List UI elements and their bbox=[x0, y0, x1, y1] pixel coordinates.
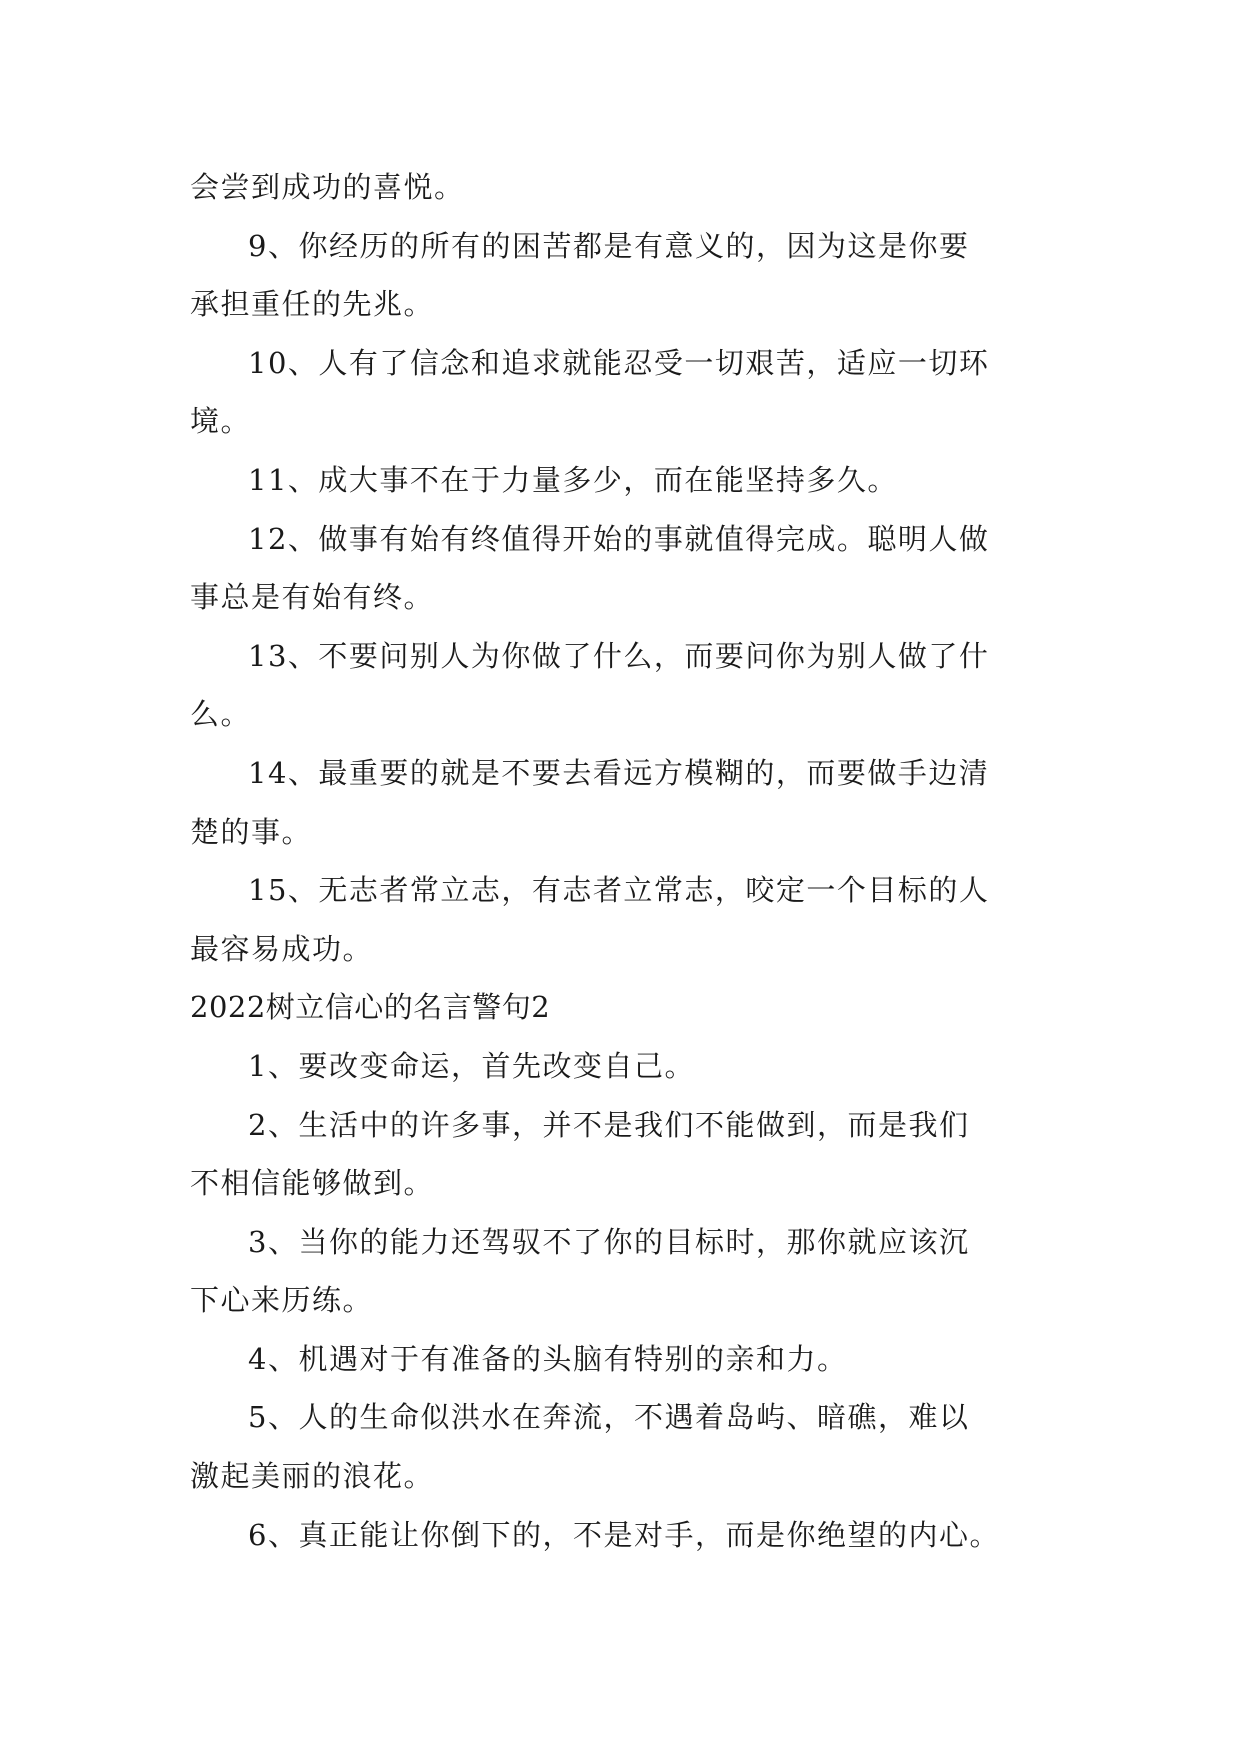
text-line: 激起美丽的浪花。 bbox=[190, 1459, 435, 1494]
quote-item-13: 13、不要问别人为你做了什么，而要问你为别人做了什 bbox=[248, 638, 990, 673]
text-line: 承担重任的先兆。 bbox=[190, 287, 435, 322]
section-heading: 2022树立信心的名言警句2 bbox=[190, 990, 551, 1025]
quote-item-11: 11、成大事不在于力量多少，而在能坚持多久。 bbox=[248, 462, 898, 497]
quote-item-3: 3、当你的能力还驾驭不了你的目标时，那你就应该沉 bbox=[248, 1224, 970, 1259]
quote-item-9: 9、你经历的所有的困苦都是有意义的，因为这是你要 bbox=[248, 228, 970, 263]
quote-item-1: 1、要改变命运，首先改变自己。 bbox=[248, 1048, 695, 1083]
quote-item-6: 6、真正能让你倒下的，不是对手，而是你绝望的内心。 bbox=[248, 1517, 1000, 1552]
text-line: 楚的事。 bbox=[190, 814, 313, 849]
text-line: 不相信能够做到。 bbox=[190, 1166, 435, 1201]
text-line: 最容易成功。 bbox=[190, 931, 374, 966]
quote-item-10: 10、人有了信念和追求就能忍受一切艰苦，适应一切环 bbox=[248, 345, 990, 380]
quote-item-14: 14、最重要的就是不要去看远方模糊的，而要做手边清 bbox=[248, 755, 990, 790]
body-text bbox=[190, 158, 1070, 1564]
quote-item-5: 5、人的生命似洪水在奔流，不遇着岛屿、暗礁，难以 bbox=[248, 1400, 970, 1435]
quote-item-12: 12、做事有始有终值得开始的事就值得完成。聪明人做 bbox=[248, 521, 990, 556]
text-line: 会尝到成功的喜悦。 bbox=[190, 170, 465, 204]
quote-item-15: 15、无志者常立志，有志者立常志，咬定一个目标的人 bbox=[248, 873, 990, 908]
quote-item-4: 4、机遇对于有准备的头脑有特别的亲和力。 bbox=[248, 1341, 848, 1376]
text-line: 下心来历练。 bbox=[190, 1283, 374, 1318]
text-line: 事总是有始有终。 bbox=[190, 580, 435, 615]
text-line: 境。 bbox=[190, 404, 252, 439]
text-line: 么。 bbox=[190, 697, 252, 732]
quote-item-2: 2、生活中的许多事，并不是我们不能做到，而是我们 bbox=[248, 1107, 970, 1142]
